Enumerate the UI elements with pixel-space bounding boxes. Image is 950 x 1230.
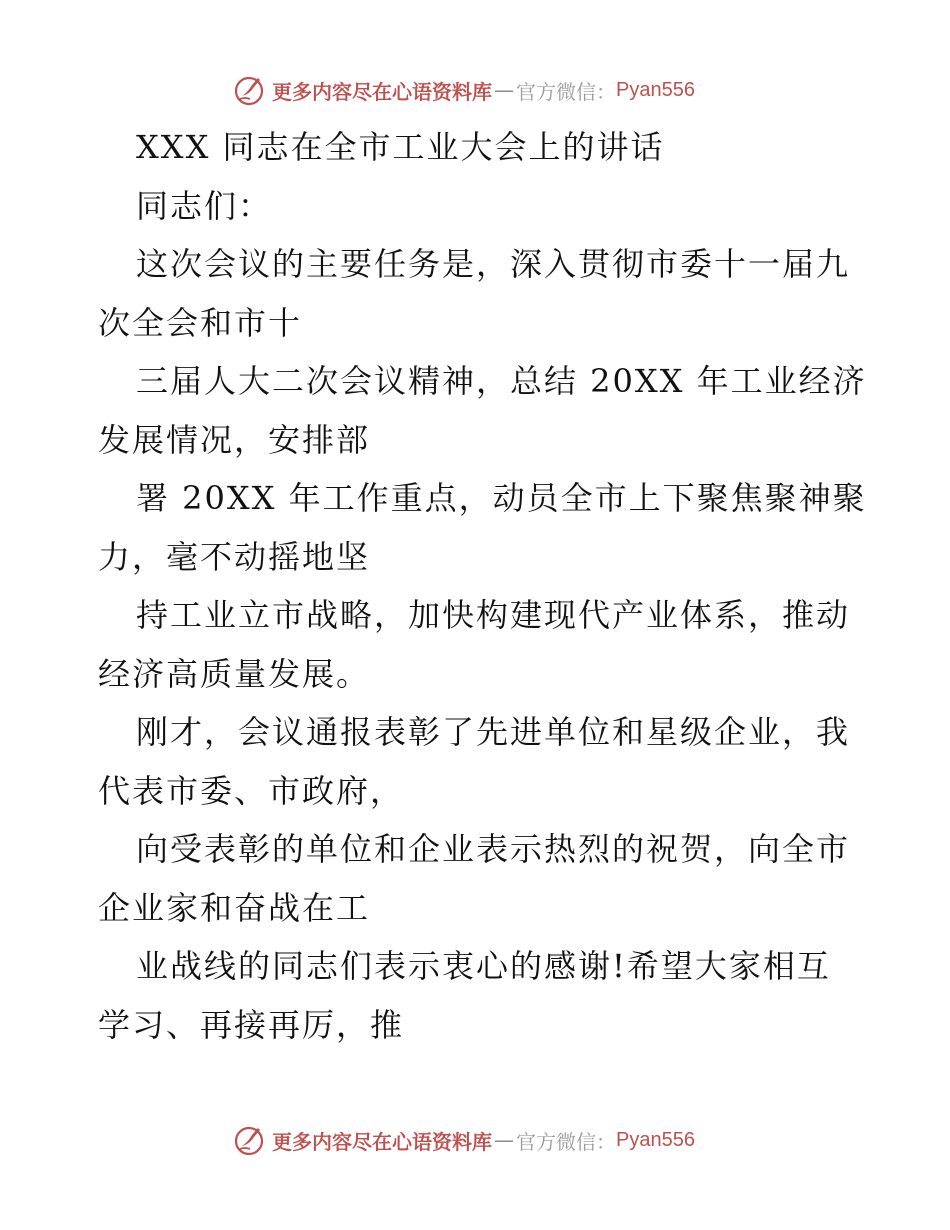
watermark-lead-text: 更多内容尽在心语资料库 <box>272 79 492 104</box>
watermark-dash: — <box>494 1128 514 1152</box>
document-title: XXX 同志在全市工业大会上的讲话 <box>136 128 665 166</box>
pen-logo-icon <box>232 1122 268 1158</box>
paragraph-line: 持工业立市战略，加快构建现代产业体系，推动 <box>136 596 851 634</box>
paragraph-line: 刚才，会议通报表彰了先进单位和星级企业，我 <box>136 713 851 751</box>
watermark-wechat-label: 官方微信： <box>516 1129 616 1154</box>
paragraph-line: 三届人大二次会议精神，总结 20XX 年工业经济 <box>136 362 867 400</box>
watermark-wechat-label: 官方微信： <box>516 79 616 104</box>
paragraph-line: 经济高质量发展。 <box>98 654 371 693</box>
paragraph-line: 发展情况，安排部 <box>98 420 371 459</box>
header-watermark <box>232 70 695 110</box>
paragraph-line: 代表市委、市政府， <box>98 771 405 810</box>
paragraph-line: 学习、再接再厉，推 <box>98 1005 405 1044</box>
footer-watermark <box>232 1120 695 1160</box>
paragraph-line: 业战线的同志们表示衷心的感谢!希望大家相互 <box>136 947 831 985</box>
watermark-dash: — <box>494 78 514 102</box>
pen-logo-icon <box>232 72 268 108</box>
watermark-wechat-id: Pyan556 <box>616 1128 695 1151</box>
paragraph-line: 企业家和奋战在工 <box>98 888 371 927</box>
paragraph-line: 这次会议的主要任务是，深入贯彻市委十一届九 <box>136 245 851 283</box>
watermark-wechat-id: Pyan556 <box>616 78 695 101</box>
salutation: 同志们： <box>136 186 273 225</box>
paragraph-line: 力，毫不动摇地坚 <box>98 537 371 576</box>
paragraph-line: 署 20XX 年工作重点，动员全市上下聚焦聚神聚 <box>136 479 867 517</box>
document-body <box>98 118 867 1054</box>
paragraph-line: 向受表彰的单位和企业表示热烈的祝贺，向全市 <box>136 830 851 868</box>
paragraph-line: 次全会和市十 <box>98 303 303 342</box>
watermark-lead-text: 更多内容尽在心语资料库 <box>272 1129 492 1154</box>
